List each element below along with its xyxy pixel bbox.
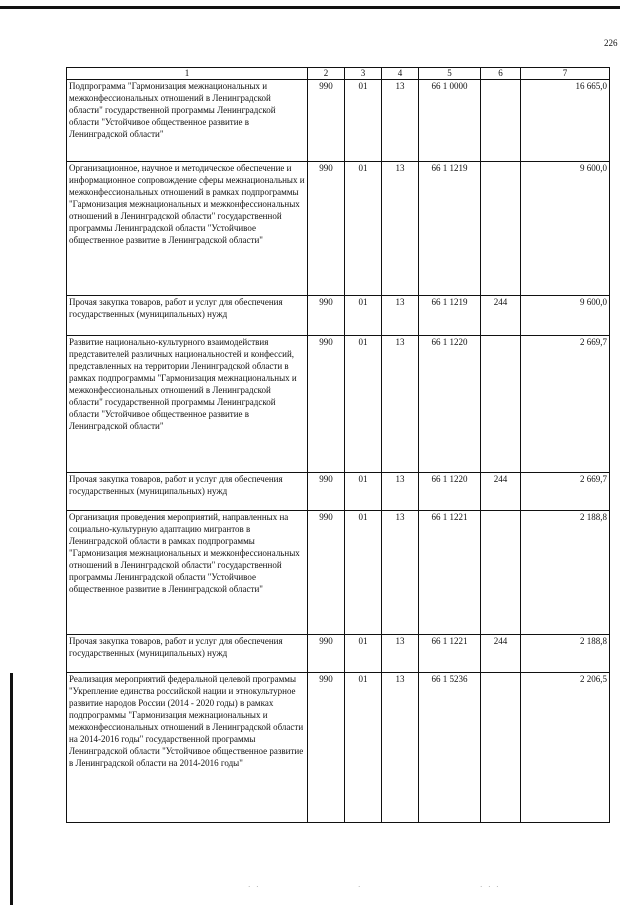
- cell-amount: 9 600,0: [521, 296, 610, 336]
- cell-col2: 990: [308, 511, 345, 635]
- cell-amount: 16 665,0: [521, 80, 610, 162]
- scan-noise: ·: [358, 883, 363, 891]
- cell-col4: 13: [382, 635, 419, 673]
- cell-amount: 2 669,7: [521, 473, 610, 511]
- cell-col4: 13: [382, 296, 419, 336]
- row-name: Прочая закупка товаров, работ и услуг для обеспечения государственных (муниципальных) нужд: [67, 635, 308, 673]
- table-row: [67, 511, 610, 635]
- cell-col2: 990: [308, 80, 345, 162]
- row-name: Организация проведения мероприятий, направленных на социально-культурную адаптацию мигрантов в Ленинградской области в рамках подпрограммы "Гармонизация межнациональных и межконфессиональных отношений в Ленинградской области" государственной программы Ленинградской области "Устойчивое общественное развитие в Ленинградской области": [67, 511, 308, 635]
- cell-col2: 990: [308, 473, 345, 511]
- cell-col4: 13: [382, 511, 419, 635]
- cell-amount: 9 600,0: [521, 162, 610, 296]
- cell-col6: 244: [481, 635, 521, 673]
- cell-amount: 2 206,5: [521, 673, 610, 823]
- header-cell: 6: [481, 68, 521, 80]
- cell-col3: 01: [345, 162, 382, 296]
- row-name: Развитие национально-культурного взаимодействия представителей различных национальностей и конфессий, представленных на территории Ленинградской области в рамках подпрограммы "Гармонизация межнациональных и межконфессиональных отношений в Ленинградской области" государственной программы Ленинградской области "Устойчивое общественное развитие в Ленинградской области": [67, 336, 308, 473]
- cell-col3: 01: [345, 473, 382, 511]
- row-name: Организационное, научное и методическое обеспечение и информационное сопровождение сферы межнациональных и межконфессиональных отношений в рамках подпрограммы "Гармонизация межнациональных и межконфессиональных отношений в Ленинградской области" государственной программы Ленинградской области "Устойчивое общественное развитие в Ленинградской области": [67, 162, 308, 296]
- cell-col3: 01: [345, 673, 382, 823]
- table-row: [67, 673, 610, 823]
- cell-col4: 13: [382, 336, 419, 473]
- table-row: [67, 473, 610, 511]
- scan-noise: · · ·: [480, 883, 501, 891]
- cell-col5: 66 1 1219: [419, 296, 481, 336]
- header-cell: 5: [419, 68, 481, 80]
- cell-col4: 13: [382, 473, 419, 511]
- header-cell: 1: [67, 68, 308, 80]
- table-row: [67, 296, 610, 336]
- budget-table: [66, 67, 610, 823]
- cell-amount: 2 669,7: [521, 336, 610, 473]
- cell-col5: 66 1 1219: [419, 162, 481, 296]
- scan-edge-mark: [10, 673, 13, 905]
- cell-col6: [481, 80, 521, 162]
- cell-col6: [481, 673, 521, 823]
- cell-col2: 990: [308, 336, 345, 473]
- header-cell: 3: [345, 68, 382, 80]
- table-row: [67, 336, 610, 473]
- cell-amount: 2 188,8: [521, 635, 610, 673]
- cell-col5: 66 1 1221: [419, 511, 481, 635]
- cell-col6: 244: [481, 473, 521, 511]
- cell-col3: 01: [345, 336, 382, 473]
- row-name: Реализация мероприятий федеральной целевой программы "Укрепление единства российской нации и этнокультурное развитие народов России (2014 - 2020 годы) в рамках подпрограммы "Гармонизация межнациональных и межконфессиональных отношений в Ленинградской области на 2014-2016 годы" государственной программы Ленинградской области "Устойчивое общественное развитие в Ленинградской области на 2014-2016 годы": [67, 673, 308, 823]
- scan-noise: · ·: [248, 883, 261, 891]
- cell-col5: 66 1 1220: [419, 336, 481, 473]
- header-cell: 4: [382, 68, 419, 80]
- cell-col6: [481, 511, 521, 635]
- cell-col5: 66 1 1221: [419, 635, 481, 673]
- cell-col6: [481, 336, 521, 473]
- cell-col3: 01: [345, 635, 382, 673]
- cell-col2: 990: [308, 296, 345, 336]
- cell-col4: 13: [382, 673, 419, 823]
- cell-col5: 66 1 5236: [419, 673, 481, 823]
- table-row: [67, 162, 610, 296]
- cell-col2: 990: [308, 162, 345, 296]
- cell-col2: 990: [308, 673, 345, 823]
- cell-col3: 01: [345, 511, 382, 635]
- table-row: [67, 635, 610, 673]
- header-cell: 7: [521, 68, 610, 80]
- cell-col5: 66 1 0000: [419, 80, 481, 162]
- row-name: Подпрограмма "Гармонизация межнациональных и межконфессиональных отношений в Ленинградской области" государственной программы Ленинградской области "Устойчивое общественное развитие в Ленинградской области": [67, 80, 308, 162]
- cell-col6: [481, 162, 521, 296]
- header-cell: 2: [308, 68, 345, 80]
- cell-col4: 13: [382, 80, 419, 162]
- cell-col4: 13: [382, 162, 419, 296]
- cell-col6: 244: [481, 296, 521, 336]
- cell-col3: 01: [345, 296, 382, 336]
- row-name: Прочая закупка товаров, работ и услуг для обеспечения государственных (муниципальных) нужд: [67, 473, 308, 511]
- row-name: Прочая закупка товаров, работ и услуг для обеспечения государственных (муниципальных) нужд: [67, 296, 308, 336]
- cell-amount: 2 188,8: [521, 511, 610, 635]
- cell-col5: 66 1 1220: [419, 473, 481, 511]
- cell-col3: 01: [345, 80, 382, 162]
- header-row: [67, 68, 610, 80]
- page-number: 226: [604, 38, 618, 48]
- cell-col2: 990: [308, 635, 345, 673]
- top-border-rule: [0, 6, 620, 9]
- table-row: [67, 80, 610, 162]
